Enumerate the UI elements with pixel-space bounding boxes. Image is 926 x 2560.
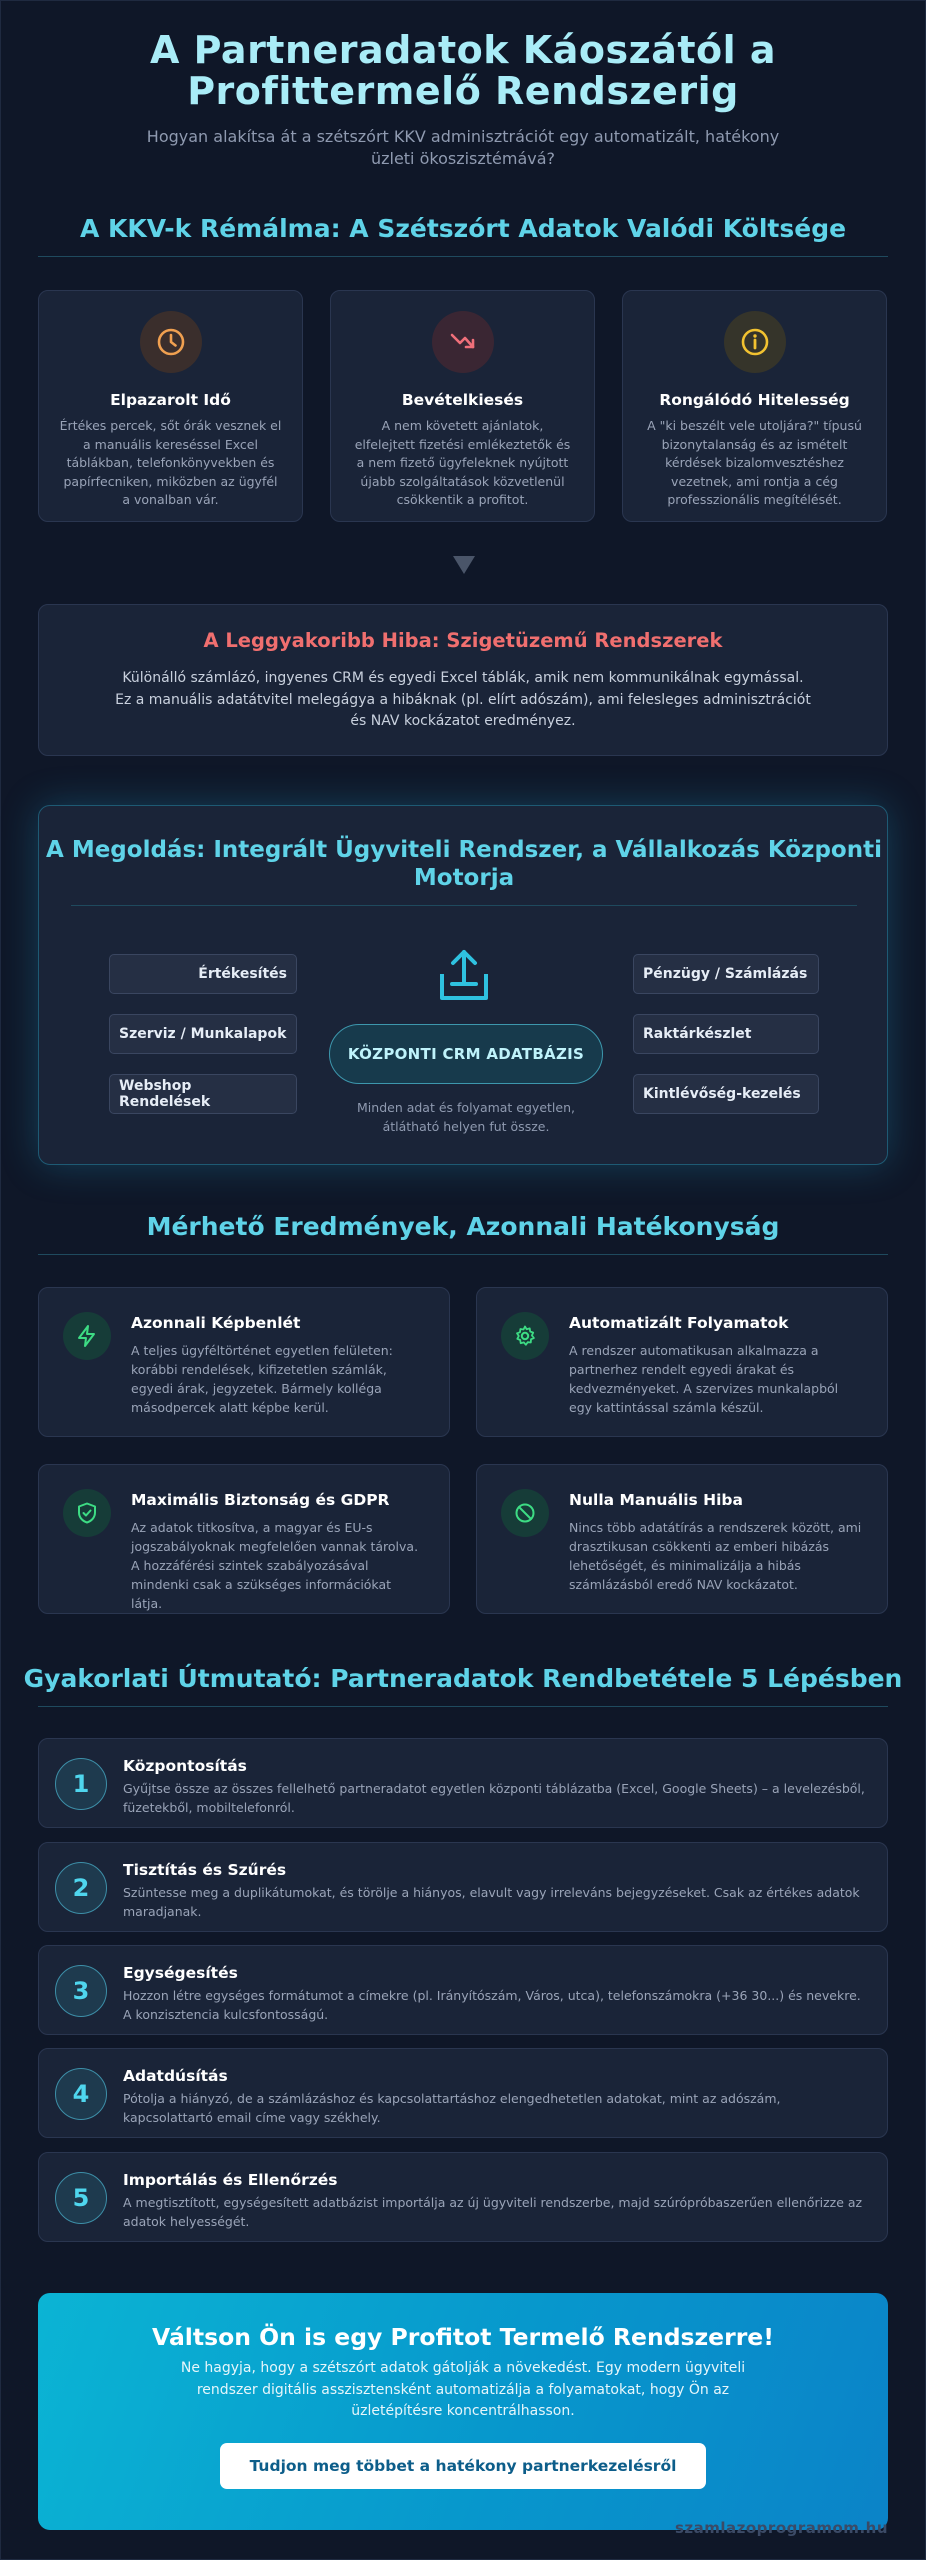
pain-section-heading: A KKV-k Rémálma: A Szétszórt Adatok Valódi Költsége: [79, 214, 847, 243]
step-title: Tisztítás és Szűrés: [123, 1861, 287, 1879]
mistake-title: A Leggyakoribb Hiba: Szigetüzemű Rendszerek: [203, 629, 723, 652]
step-number: 1: [55, 1758, 107, 1810]
step-item: [38, 1738, 888, 1828]
result-card-text: Az adatok titkosítva, a magyar és EU-s jogszabályoknak megfelelően vannak tárolva. A hozzáférési szintek szabályozásával mindenki csak a szükséges információkat látja.: [131, 1520, 419, 1611]
trending-down-icon: [432, 311, 494, 373]
page-subtitle: Hogyan alakítsa át a szétszórt KKV adminisztrációt egy automatizált, hatékony üzleti ökoszisztémává?: [146, 127, 780, 168]
step-text: Szüntesse meg a duplikátumokat, és törölje a hiányos, elavult vagy irreleváns bejegyzéseket. Csak az értékes adatok maradjanak.: [123, 1885, 860, 1919]
pain-card-title: Rongálódó Hitelesség: [659, 391, 850, 409]
step-item: [38, 1945, 888, 2035]
page-title: [0, 30, 926, 112]
central-crm-database: KÖZPONTI CRM ADATBÁZIS: [329, 1024, 603, 1084]
cta-text: Ne hagyja, hogy a szétszórt adatok gátolják a növekedést. Egy modern ügyviteli rendszer digitális asszisztensként automatizálja a folyamatokat, hogy Ön az üzletépítésre koncentrálhasson.: [180, 2360, 746, 2419]
module-sales: Értékesítés: [109, 954, 297, 994]
learn-more-button[interactable]: Tudjon meg többet a hatékony partnerkezelésről: [220, 2443, 706, 2489]
result-card-title: Azonnali Képbenlét: [131, 1314, 301, 1332]
step-number: 4: [55, 2068, 107, 2120]
results-section-heading: Mérhető Eredmények, Azonnali Hatékonyság: [146, 1212, 780, 1241]
step-number: 3: [55, 1965, 107, 2017]
result-card-no-errors: [476, 1464, 888, 1614]
module-receivables: Kintlévőség-kezelés: [633, 1074, 819, 1114]
share-box-icon: [432, 944, 496, 1008]
module-webshop: Webshop Rendelések: [109, 1074, 297, 1114]
pain-card-revenue: [330, 290, 595, 522]
pain-card-time: [38, 290, 303, 522]
pain-card-text: A nem követett ajánlatok, elfelejtett fizetési emlékeztetők és a nem fizető ügyfeleknek nyújtott újabb szolgáltatások közvetlenül csökkentik a profitot.: [354, 418, 571, 507]
step-text: Gyűjtse össze az összes fellelhető partneradatot egyetlen központi táblázatba (Excel, Google Sheets) – a levelezésből, füzetekből, mobiltelefonról.: [123, 1781, 865, 1815]
step-title: Adatdúsítás: [123, 2067, 228, 2085]
pain-card-title: Elpazarolt Idő: [110, 391, 231, 409]
module-inventory: Raktárkészlet: [633, 1014, 819, 1054]
ban-icon: [501, 1489, 549, 1537]
gear-icon: [501, 1312, 549, 1360]
step-number: 2: [55, 1862, 107, 1914]
steps-section-heading: Gyakorlati Útmutató: Partneradatok Rendbetétele 5 Lépésben: [23, 1664, 903, 1693]
result-card-text: Nincs több adatátírás a rendszerek között, ami drasztikusan csökkenti az emberi hibázás lehetőségét, és minimalizálja a hibás számlázásból eredő NAV kockázatot.: [569, 1520, 862, 1592]
crm-note: Minden adat és folyamat egyetlen, átlátható helyen fut össze.: [357, 1100, 575, 1134]
pain-card-credibility: [622, 290, 887, 522]
step-title: Importálás és Ellenőrzés: [123, 2171, 338, 2189]
shield-check-icon: [63, 1489, 111, 1537]
step-title: Egységesítés: [123, 1964, 238, 1982]
cta-title: Váltson Ön is egy Profitot Termelő Rendszerre!: [152, 2323, 774, 2351]
mistake-box: [38, 604, 888, 756]
step-text: Hozzon létre egységes formátumot a címekre (pl. Irányítószám, Város, utca), telefonszámokra (+36 30...) és nevekre. A konzisztencia kulcsfontosságú.: [123, 1988, 861, 2022]
step-text: Pótolja a hiányzó, de a számlázáshoz és kapcsolattartáshoz elengedhetetlen adatokat, mint az adószám, kapcsolattartó email címe vagy székhely.: [123, 2091, 781, 2125]
result-card-security: [38, 1464, 450, 1614]
module-service: Szerviz / Munkalapok: [109, 1014, 297, 1054]
pain-card-text: A "ki beszélt vele utoljára?" típusú bizonytalanság és az ismételt kérdések bizalomvesztéshez vezetnek, ami rontja a cég professzionális megítélését.: [647, 418, 862, 507]
result-card-text: A rendszer automatikusan alkalmazza a partnerhez rendelt egyedi árakat és kedvezményeket. A szervizes munkalapból egy kattintással számla készül.: [569, 1343, 839, 1415]
page-title-line2: Profittermelő Rendszerig: [187, 69, 739, 113]
hero: [0, 30, 926, 170]
pain-card-title: Bevételkiesés: [401, 391, 524, 409]
step-item: [38, 2048, 888, 2138]
result-card-title: Maximális Biztonság és GDPR: [131, 1491, 390, 1509]
info-icon: [724, 311, 786, 373]
mistake-text-line2: Ez a manuális adatátvitel melegágya a hibáknak (pl. elírt adószám), ami felesleges adminisztrációt és NAV kockázatot eredményez.: [115, 691, 811, 729]
solution-title: A Megoldás: Integrált Ügyviteli Rendszer, a Vállalkozás Központi Motorja: [46, 837, 882, 891]
result-card-insight: [38, 1287, 450, 1437]
result-card-title: Automatizált Folyamatok: [569, 1314, 789, 1332]
page-title-line1: A Partneradatok Káoszától a: [149, 28, 777, 72]
step-number: 5: [55, 2172, 107, 2224]
divider: [71, 905, 857, 906]
divider: [38, 1254, 888, 1255]
divider: [38, 256, 888, 257]
step-item: [38, 1842, 888, 1932]
mistake-text-line1: Különálló számlázó, ingyenes CRM és egyedi Excel táblák, amik nem kommunikálnak egymással.: [122, 670, 804, 686]
lightning-icon: [63, 1312, 111, 1360]
result-card-title: Nulla Manuális Hiba: [569, 1491, 743, 1509]
arrow-down-icon: [453, 556, 475, 574]
watermark: szamlazoprogramom.hu: [674, 2519, 888, 2537]
divider: [38, 1706, 888, 1707]
mistake-text: [113, 668, 813, 733]
result-card-text: A teljes ügyféltörténet egyetlen felületen: korábbi rendelések, kifizetetlen számlák, egyedi árak, jegyzetek. Bármely kolléga másodpercek alatt képbe kerül.: [131, 1343, 393, 1415]
result-card-automation: [476, 1287, 888, 1437]
step-item: [38, 2152, 888, 2242]
step-title: Központosítás: [123, 1757, 247, 1775]
solution-panel: [38, 805, 888, 1165]
step-text: A megtisztított, egységesített adatbázist importálja az új ügyviteli rendszerbe, majd szúrópróbaszerűen ellenőrizze az adatok helyességét.: [123, 2195, 863, 2229]
pain-card-text: Értékes percek, sőt órák vesznek el a manuális kereséssel Excel táblákban, telefonkönyvekben és papírfecniken, miközben az ügyfél a vonalban vár.: [59, 418, 282, 507]
clock-icon: [140, 311, 202, 373]
cta-banner: [38, 2293, 888, 2530]
module-finance: Pénzügy / Számlázás: [633, 954, 819, 994]
